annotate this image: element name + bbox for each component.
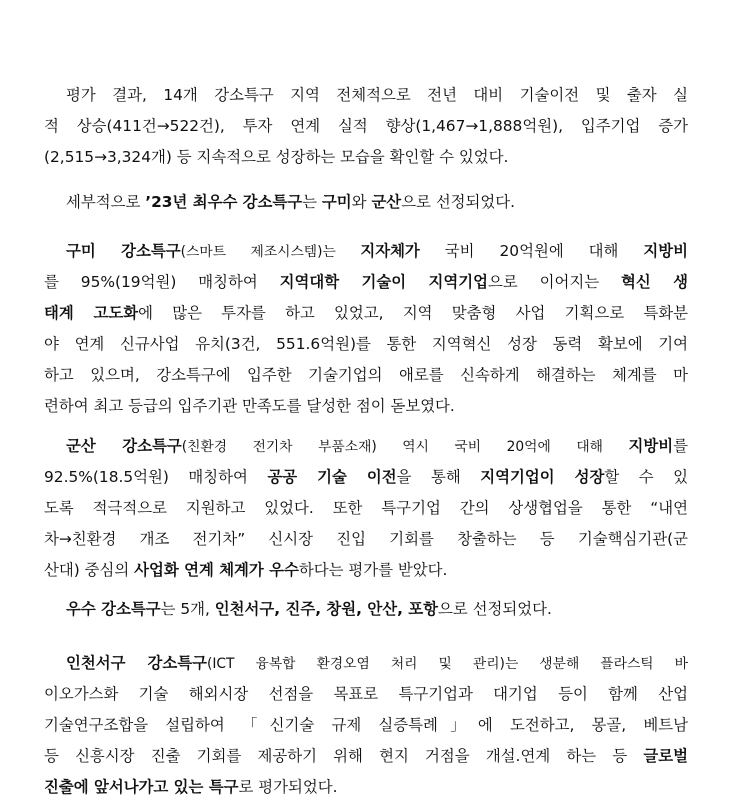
paragraph-evaluation-results <box>44 80 688 173</box>
text-run-bold: 진출에 앞서나가고 있는 특구 <box>44 778 239 796</box>
text-run: 를 <box>673 437 689 455</box>
paragraph-gunsan <box>44 431 688 586</box>
text-line: 기술연구조합을 설립하여 「신기술 규제 실증특례」에 도전하고, 몽골, 베트남 <box>44 716 688 734</box>
text-line <box>44 555 688 586</box>
text-run: 으로 선정되었다. <box>438 600 552 618</box>
text-run: 와 <box>351 193 372 211</box>
text-line: 적 상승(411건→522건), 투자 연계 실적 향상(1,467→1,888억원), 입주기업 증가 <box>44 117 688 135</box>
text-line <box>44 187 688 218</box>
text-run: 으로 선정되었다. <box>401 193 516 211</box>
paragraph-gumi <box>44 236 688 422</box>
paragraph-excellent-selection <box>44 594 688 625</box>
text-run: 산대) 중심의 <box>44 561 135 579</box>
text-run-bold: 우수 강소특구 <box>66 600 161 618</box>
text-line: 차→친환경 개조 전기차” 신시장 진입 기회를 창출하는 등 기술핵심기관(군 <box>44 530 688 548</box>
text-line: (2,515→3,324개) 등 지속적으로 성장하는 모습을 확인할 수 있었다. <box>44 148 509 166</box>
text-run: 는 <box>302 193 322 211</box>
text-run-bold: 인천서구, 진주, 창원, 안산, 포항 <box>214 600 439 618</box>
text-run: 를 95%(19억원) 매칭하여 <box>44 273 280 291</box>
text-line: 하고 있으며, 강소특구에 입주한 기술기업의 애로를 신속하게 해결하는 체계를 마 <box>44 366 688 384</box>
text-line <box>44 236 688 267</box>
text-run-bold: 공공 기술 이전 <box>267 468 397 486</box>
text-run: 국비 20억원에 대해 <box>419 242 644 260</box>
text-run-small: (스마트 제조시스템)는 <box>180 244 361 260</box>
text-line: 도록 적극적으로 지원하고 있었다. 또한 특구기업 간의 상생협업을 통한 “내연 <box>44 499 688 517</box>
paragraph-top-selection <box>44 187 688 218</box>
text-run: 92.5%(18.5억원) 매칭하여 <box>44 468 268 486</box>
text-run-bold: 태계 고도화 <box>44 304 139 322</box>
text-run-bold: 혁신 생 <box>621 273 688 291</box>
text-run-small: (친환경 전기차 부품소재) 역시 국비 20억에 대해 <box>181 439 629 455</box>
text-run: 을 통해 <box>396 468 481 486</box>
text-run: 는 5개, <box>160 600 215 618</box>
text-run-bold: 글로벌 <box>643 747 688 765</box>
text-line <box>44 741 688 772</box>
text-run: 등 신흥시장 진출 기회를 제공하기 위해 현지 거점을 개설.연계 하는 등 <box>44 747 644 765</box>
text-line: 련하여 최고 등급의 입주기관 만족도를 달성한 점이 돋보였다. <box>44 397 455 415</box>
text-run: 할 수 있 <box>604 468 688 486</box>
text-run-bold: 지자체가 <box>360 242 420 260</box>
text-run-bold: 사업화 연계 체계가 우수 <box>134 561 299 579</box>
text-line <box>44 594 688 625</box>
text-line: 평가 결과, 14개 강소특구 지역 전체적으로 전년 대비 기술이전 및 출자 실 <box>66 86 688 104</box>
text-run-bold: 지방비 <box>628 437 674 455</box>
text-run-bold: 지역대학 기술이 지역기업 <box>279 273 488 291</box>
text-line: 이오가스화 기술 해외시장 선점을 목표로 특구기업과 대기업 등이 함께 산업 <box>44 685 688 703</box>
text-run-small: (ICT 융복합 환경오염 처리 및 관리)는 생분해 플라스틱 바 <box>206 656 688 672</box>
text-run-bold: 군산 강소특구 <box>66 437 182 455</box>
text-run-bold: ’23년 최우수 강소특구 <box>145 193 303 211</box>
text-run: 하다는 평가를 받았다. <box>298 561 448 579</box>
text-line: 야 연계 신규사업 유치(3건, 551.6억원)를 통한 지역혁신 성장 동력 확보에 기여 <box>44 335 688 353</box>
text-run-bold: 지역기업이 성장 <box>480 468 605 486</box>
text-run: 으로 이어지는 <box>487 273 621 291</box>
text-line <box>44 462 688 493</box>
text-run-bold: 구미 강소특구 <box>66 242 181 260</box>
text-run-bold: 인천서구 강소특구 <box>66 654 207 672</box>
text-run: 로 평가되었다. <box>238 778 338 796</box>
text-run: 에 많은 투자를 하고 있었고, 지역 맞춤형 사업 기획으로 특화분 <box>138 304 689 322</box>
text-run-bold: 군산 <box>371 193 402 211</box>
text-line <box>44 298 688 329</box>
text-run: 세부적으로 <box>66 193 146 211</box>
text-run-bold: 구미 <box>321 193 352 211</box>
text-line <box>44 648 688 679</box>
paragraph-incheon-seogu <box>44 648 688 803</box>
text-run-bold: 지방비 <box>643 242 688 260</box>
text-line <box>44 431 688 462</box>
text-line <box>44 267 688 298</box>
text-line <box>44 772 688 803</box>
